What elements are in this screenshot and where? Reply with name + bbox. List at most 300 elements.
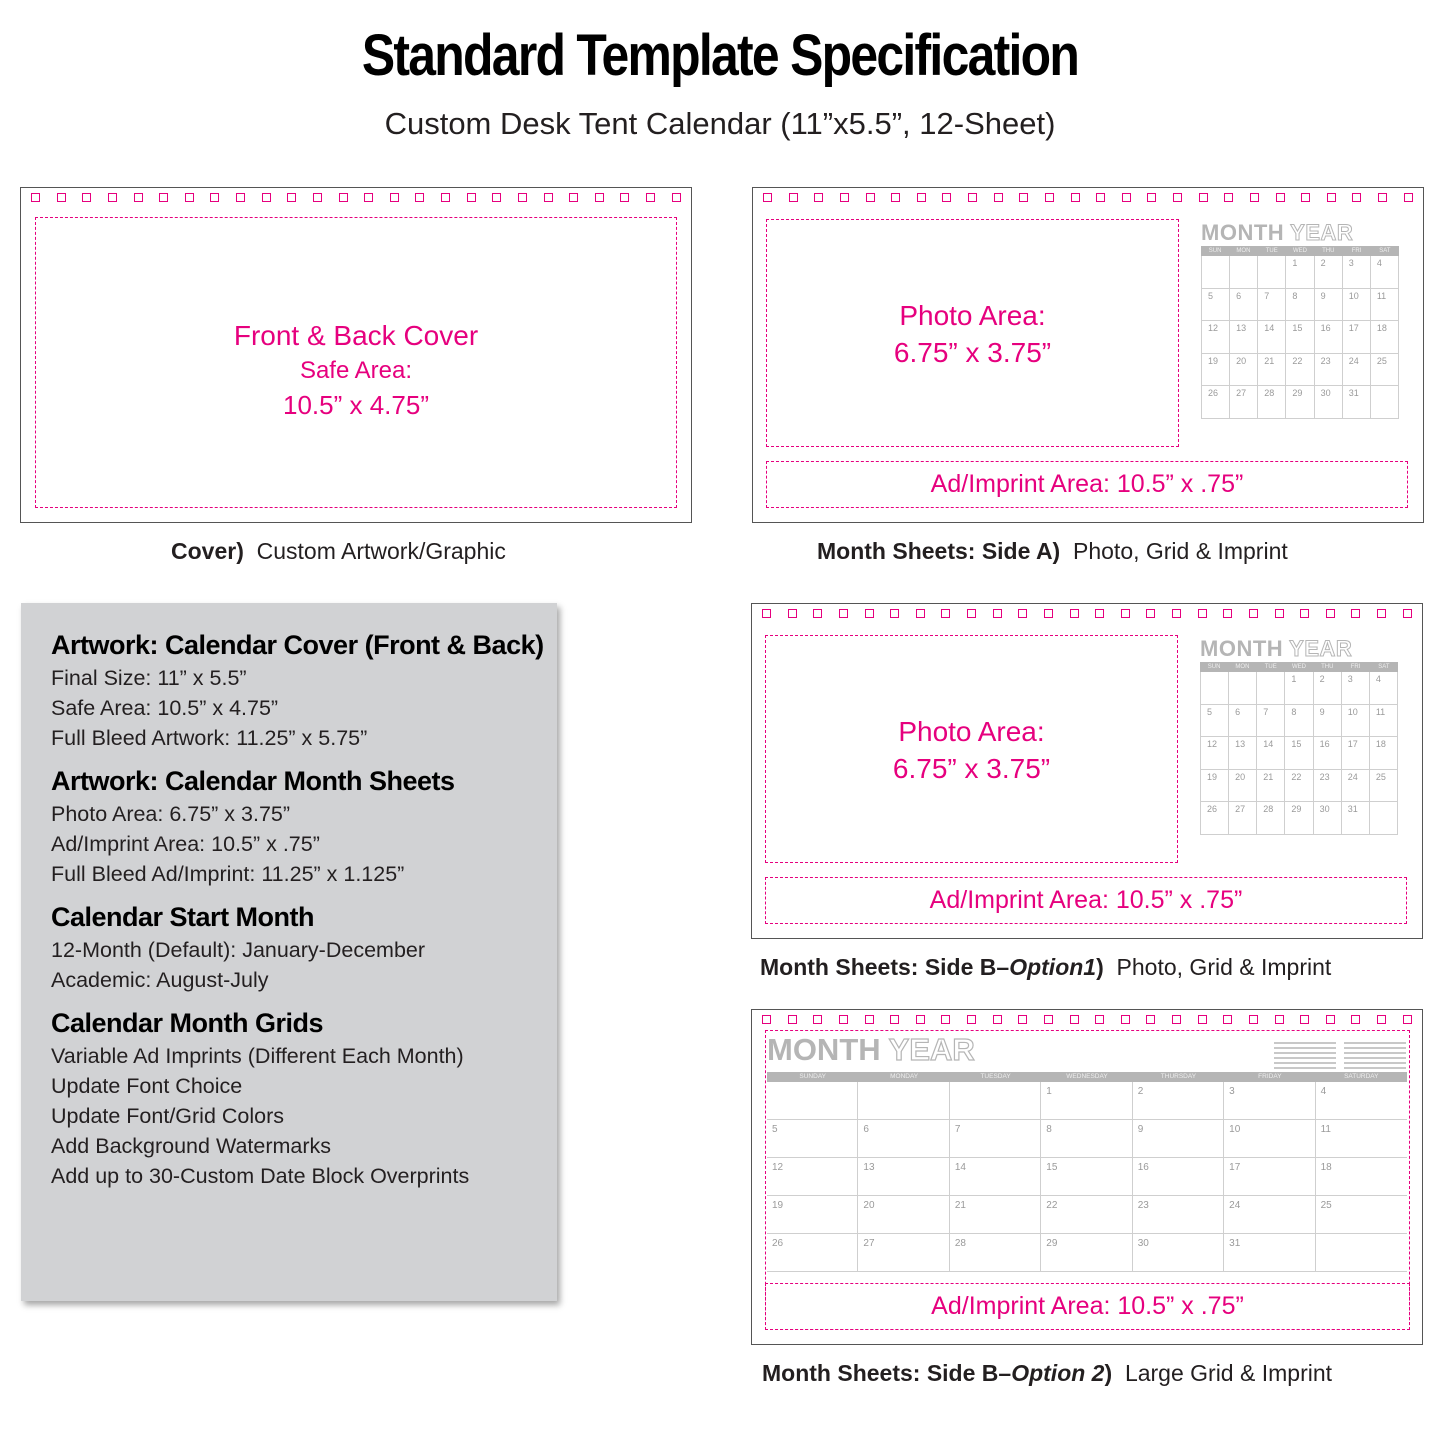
binding-hole bbox=[1300, 1015, 1309, 1024]
binding-holes bbox=[763, 193, 1413, 203]
day-cell: 26 bbox=[767, 1234, 858, 1272]
weekday-header bbox=[767, 1072, 1407, 1082]
binding-hole bbox=[31, 193, 40, 202]
day-cell: 3 bbox=[1342, 672, 1370, 705]
binding-hole bbox=[82, 193, 91, 202]
binding-hole bbox=[890, 609, 899, 618]
day-cell: 30 bbox=[1133, 1234, 1224, 1272]
day-cell: 17 bbox=[1343, 321, 1371, 354]
day-cell: 8 bbox=[1041, 1120, 1132, 1158]
day-cell: 25 bbox=[1316, 1196, 1407, 1234]
tiny-cal-row bbox=[1344, 1052, 1406, 1054]
day-cell: 4 bbox=[1316, 1082, 1407, 1120]
binding-hole bbox=[993, 609, 1002, 618]
weekday-label: SUN bbox=[1207, 664, 1221, 670]
tiny-cal-row bbox=[1274, 1067, 1336, 1069]
day-cell: 27 bbox=[1230, 386, 1258, 419]
binding-hole bbox=[917, 193, 926, 202]
binding-hole bbox=[518, 193, 527, 202]
photo-area bbox=[765, 635, 1178, 863]
day-cell: 22 bbox=[1286, 354, 1314, 387]
day-cell: 31 bbox=[1224, 1234, 1315, 1272]
spec-line: Academic: August-July bbox=[51, 968, 269, 992]
binding-hole bbox=[891, 193, 900, 202]
cover-sheet bbox=[20, 187, 692, 523]
binding-hole bbox=[262, 193, 271, 202]
day-cell: 29 bbox=[1285, 802, 1313, 835]
binding-hole bbox=[569, 193, 578, 202]
binding-hole bbox=[134, 193, 143, 202]
tiny-cal-row bbox=[1344, 1047, 1406, 1049]
binding-hole bbox=[1070, 609, 1079, 618]
day-cell: 9 bbox=[1133, 1120, 1224, 1158]
binding-hole bbox=[1198, 1015, 1207, 1024]
month-heading: MONTH bbox=[1200, 636, 1284, 661]
tiny-cal-row bbox=[1274, 1052, 1336, 1054]
weekday-label: WED bbox=[1292, 248, 1307, 254]
binding-hole bbox=[839, 1015, 848, 1024]
weekday-label: FRI bbox=[1350, 664, 1361, 670]
binding-hole bbox=[1275, 609, 1284, 618]
weekday-label: FRI bbox=[1351, 248, 1362, 254]
photo-area-size: 6.75” x 3.75” bbox=[892, 753, 1051, 784]
binding-hole bbox=[916, 1015, 925, 1024]
binding-hole bbox=[941, 1015, 950, 1024]
binding-hole bbox=[1095, 1015, 1104, 1024]
binding-hole bbox=[916, 609, 925, 618]
day-cell: 24 bbox=[1224, 1196, 1315, 1234]
day-cell: 9 bbox=[1315, 289, 1343, 322]
spec-line: Ad/Imprint Area: 10.5” x .75” bbox=[51, 832, 320, 856]
binding-hole bbox=[287, 193, 296, 202]
binding-hole bbox=[1250, 193, 1259, 202]
day-cell bbox=[1202, 256, 1230, 289]
day-cell bbox=[950, 1082, 1041, 1120]
weekday-label: FRIDAY bbox=[1258, 1073, 1282, 1080]
spec-line: Add Background Watermarks bbox=[51, 1134, 332, 1158]
imprint-area bbox=[765, 1283, 1410, 1330]
day-cell: 19 bbox=[767, 1196, 858, 1234]
day-cell: 15 bbox=[1041, 1158, 1132, 1196]
side-a-sheet bbox=[752, 187, 1424, 523]
binding-hole bbox=[1326, 1015, 1335, 1024]
day-cell: 5 bbox=[1202, 289, 1230, 322]
day-cell: 23 bbox=[1133, 1196, 1224, 1234]
day-cell: 14 bbox=[1258, 321, 1286, 354]
day-cell: 12 bbox=[1202, 321, 1230, 354]
tiny-cal-row bbox=[1344, 1067, 1406, 1069]
year-heading: YEAR bbox=[888, 1032, 975, 1067]
side-b2-caption: Month Sheets: Side B–Option 2) Large Grid & Imprint bbox=[762, 1360, 1333, 1386]
weekday-label: SAT bbox=[1378, 664, 1390, 670]
binding-hole bbox=[994, 193, 1003, 202]
day-cell bbox=[1370, 802, 1398, 835]
day-cell: 3 bbox=[1343, 256, 1371, 289]
day-cell: 19 bbox=[1202, 354, 1230, 387]
binding-hole bbox=[1351, 1015, 1360, 1024]
cover-label-2: Safe Area: bbox=[299, 357, 413, 384]
day-cells bbox=[1201, 256, 1399, 419]
day-cell bbox=[1316, 1234, 1407, 1272]
day-cell: 2 bbox=[1314, 672, 1342, 705]
binding-hole bbox=[763, 193, 772, 202]
binding-hole bbox=[467, 193, 476, 202]
binding-hole bbox=[1224, 193, 1233, 202]
binding-hole bbox=[1045, 193, 1054, 202]
binding-hole bbox=[942, 193, 951, 202]
binding-hole bbox=[1249, 609, 1258, 618]
binding-hole bbox=[1249, 1015, 1258, 1024]
day-cell: 25 bbox=[1371, 354, 1399, 387]
binding-hole bbox=[159, 193, 168, 202]
binding-hole bbox=[620, 193, 629, 202]
day-cell: 1 bbox=[1285, 672, 1313, 705]
binding-hole bbox=[1223, 609, 1232, 618]
photo-area-label: Photo Area: bbox=[898, 716, 1045, 747]
binding-hole bbox=[1146, 609, 1155, 618]
binding-hole bbox=[865, 1015, 874, 1024]
day-cell: 6 bbox=[1230, 289, 1258, 322]
section-heading: Artwork: Calendar Cover (Front & Back) bbox=[51, 630, 544, 660]
binding-hole bbox=[1070, 1015, 1079, 1024]
mini-calendar-grid bbox=[1201, 220, 1399, 419]
day-cell bbox=[767, 1082, 858, 1120]
imprint-label: Ad/Imprint Area: 10.5” x .75” bbox=[931, 1292, 1244, 1320]
weekday-label: SUN bbox=[1208, 248, 1222, 254]
binding-hole bbox=[1276, 193, 1285, 202]
day-cell bbox=[1230, 256, 1258, 289]
binding-hole bbox=[1172, 609, 1181, 618]
side-b1-sheet bbox=[751, 603, 1423, 939]
spec-line: 12-Month (Default): January-December bbox=[51, 938, 426, 962]
day-cell: 1 bbox=[1286, 256, 1314, 289]
cover-label-3: 10.5” x 4.75” bbox=[283, 390, 429, 420]
day-cell: 28 bbox=[1257, 802, 1285, 835]
day-cell: 2 bbox=[1315, 256, 1343, 289]
day-cell: 16 bbox=[1314, 737, 1342, 770]
photo-area-label: Photo Area: bbox=[899, 300, 1046, 331]
tiny-cal-row bbox=[1274, 1062, 1336, 1064]
day-cell: 7 bbox=[1258, 289, 1286, 322]
year-heading: YEAR bbox=[1290, 220, 1354, 245]
weekday-label: TUESDAY bbox=[980, 1073, 1011, 1080]
day-cell: 12 bbox=[767, 1158, 858, 1196]
day-cell: 20 bbox=[1230, 354, 1258, 387]
binding-hole bbox=[492, 193, 501, 202]
day-cell: 14 bbox=[950, 1158, 1041, 1196]
binding-hole bbox=[788, 1015, 797, 1024]
binding-hole bbox=[1018, 609, 1027, 618]
weekday-label: THU bbox=[1322, 248, 1335, 254]
tiny-cal-row bbox=[1344, 1062, 1406, 1064]
binding-hole bbox=[1301, 193, 1310, 202]
spec-line: Full Bleed Ad/Imprint: 11.25” x 1.125” bbox=[51, 862, 405, 886]
photo-area bbox=[766, 219, 1179, 447]
day-cell: 23 bbox=[1315, 354, 1343, 387]
day-cell: 14 bbox=[1257, 737, 1285, 770]
binding-hole bbox=[236, 193, 245, 202]
day-cell: 20 bbox=[858, 1196, 949, 1234]
day-cell: 21 bbox=[1258, 354, 1286, 387]
binding-hole bbox=[762, 609, 771, 618]
weekday-label: WEDNESDAY bbox=[1066, 1073, 1108, 1080]
day-cell: 19 bbox=[1201, 770, 1229, 803]
cover-caption: Cover) Custom Artwork/Graphic bbox=[171, 538, 506, 564]
day-cell: 30 bbox=[1315, 386, 1343, 419]
day-cells bbox=[767, 1082, 1407, 1272]
imprint-area bbox=[765, 877, 1407, 924]
binding-holes bbox=[762, 609, 1412, 619]
binding-hole bbox=[1121, 609, 1130, 618]
day-cell: 22 bbox=[1041, 1196, 1132, 1234]
imprint-label: Ad/Imprint Area: 10.5” x .75” bbox=[929, 886, 1243, 914]
binding-hole bbox=[1044, 1015, 1053, 1024]
binding-hole bbox=[1403, 1015, 1412, 1024]
day-cell: 25 bbox=[1370, 770, 1398, 803]
binding-hole bbox=[1300, 609, 1309, 618]
year-heading: YEAR bbox=[1289, 636, 1353, 661]
binding-hole bbox=[185, 193, 194, 202]
binding-hole bbox=[1198, 609, 1207, 618]
day-cell: 9 bbox=[1314, 705, 1342, 738]
spec-line: Full Bleed Artwork: 11.25” x 5.75” bbox=[51, 726, 368, 750]
binding-hole bbox=[1146, 1015, 1155, 1024]
day-cell: 15 bbox=[1286, 321, 1314, 354]
binding-hole bbox=[993, 1015, 1002, 1024]
side-b2-sheet bbox=[751, 1009, 1423, 1345]
day-cell bbox=[1229, 672, 1257, 705]
day-cell: 5 bbox=[1201, 705, 1229, 738]
binding-hole bbox=[646, 193, 655, 202]
binding-hole bbox=[1352, 193, 1361, 202]
day-cell: 23 bbox=[1314, 770, 1342, 803]
binding-hole bbox=[1018, 1015, 1027, 1024]
day-cell: 28 bbox=[950, 1234, 1041, 1272]
binding-hole bbox=[210, 193, 219, 202]
next-month-mini-calendar bbox=[1344, 1042, 1406, 1072]
weekday-label: SATURDAY bbox=[1344, 1073, 1379, 1080]
day-cell: 13 bbox=[1229, 737, 1257, 770]
binding-hole bbox=[839, 609, 848, 618]
weekday-header bbox=[1201, 246, 1399, 256]
binding-hole bbox=[1378, 193, 1387, 202]
section-heading: Artwork: Calendar Month Sheets bbox=[51, 766, 455, 796]
day-cell: 18 bbox=[1371, 321, 1399, 354]
binding-hole bbox=[1403, 609, 1412, 618]
binding-hole bbox=[865, 609, 874, 618]
day-cell: 8 bbox=[1286, 289, 1314, 322]
day-cell: 24 bbox=[1342, 770, 1370, 803]
binding-hole bbox=[1275, 1015, 1284, 1024]
binding-holes bbox=[762, 1015, 1412, 1025]
tiny-cal-row bbox=[1344, 1057, 1406, 1059]
side-b1-caption: Month Sheets: Side B–Option1) Photo, Grid & Imprint bbox=[760, 954, 1332, 980]
weekday-label: WED bbox=[1291, 664, 1306, 670]
day-cell: 24 bbox=[1343, 354, 1371, 387]
day-cell: 12 bbox=[1201, 737, 1229, 770]
weekday-label: TUE bbox=[1265, 248, 1278, 254]
day-cell: 28 bbox=[1258, 386, 1286, 419]
day-cell: 29 bbox=[1041, 1234, 1132, 1272]
weekday-label: MON bbox=[1236, 248, 1251, 254]
day-cell: 7 bbox=[950, 1120, 1041, 1158]
binding-hole bbox=[1172, 1015, 1181, 1024]
tiny-cal-row bbox=[1274, 1047, 1336, 1049]
day-cell: 4 bbox=[1370, 672, 1398, 705]
day-cell bbox=[1201, 672, 1229, 705]
binding-hole bbox=[313, 193, 322, 202]
day-cell: 17 bbox=[1224, 1158, 1315, 1196]
binding-hole bbox=[1326, 609, 1335, 618]
binding-hole bbox=[1147, 193, 1156, 202]
weekday-label: SAT bbox=[1379, 248, 1391, 254]
page-subtitle: Custom Desk Tent Calendar (11”x5.5”, 12-Sheet) bbox=[384, 106, 1056, 141]
day-cell: 27 bbox=[858, 1234, 949, 1272]
day-cell: 2 bbox=[1133, 1082, 1224, 1120]
spec-line: Update Font/Grid Colors bbox=[51, 1104, 285, 1128]
day-cell: 18 bbox=[1370, 737, 1398, 770]
side-a-caption: Month Sheets: Side A) Photo, Grid & Imprint bbox=[817, 538, 1288, 564]
cover-safe-area bbox=[35, 217, 677, 508]
section-heading: Calendar Start Month bbox=[51, 902, 315, 932]
binding-hole bbox=[108, 193, 117, 202]
binding-hole bbox=[1223, 1015, 1232, 1024]
binding-hole bbox=[813, 1015, 822, 1024]
day-cell: 16 bbox=[1315, 321, 1343, 354]
day-cell: 11 bbox=[1370, 705, 1398, 738]
day-cell: 16 bbox=[1133, 1158, 1224, 1196]
weekday-label: MONDAY bbox=[890, 1073, 919, 1080]
day-cell: 21 bbox=[1257, 770, 1285, 803]
binding-hole bbox=[1377, 609, 1386, 618]
weekday-label: MON bbox=[1235, 664, 1250, 670]
spec-line: Update Font Choice bbox=[51, 1074, 243, 1098]
binding-hole bbox=[1122, 193, 1131, 202]
spec-line: Variable Ad Imprints (Different Each Month) bbox=[51, 1044, 464, 1068]
imprint-area bbox=[766, 461, 1408, 508]
binding-hole bbox=[672, 193, 681, 202]
binding-hole bbox=[1095, 609, 1104, 618]
day-cell: 27 bbox=[1229, 802, 1257, 835]
binding-hole bbox=[1096, 193, 1105, 202]
day-cell bbox=[1258, 256, 1286, 289]
weekday-label: THURSDAY bbox=[1160, 1073, 1197, 1080]
weekday-label: SUNDAY bbox=[799, 1073, 827, 1080]
binding-hole bbox=[762, 1015, 771, 1024]
binding-hole bbox=[1173, 193, 1182, 202]
binding-holes bbox=[31, 193, 681, 203]
binding-hole bbox=[415, 193, 424, 202]
binding-hole bbox=[1377, 1015, 1386, 1024]
binding-hole bbox=[968, 193, 977, 202]
binding-hole bbox=[967, 609, 976, 618]
spec-line: Safe Area: 10.5” x 4.75” bbox=[51, 696, 279, 720]
day-cell: 6 bbox=[858, 1120, 949, 1158]
day-cell: 11 bbox=[1371, 289, 1399, 322]
binding-hole bbox=[789, 193, 798, 202]
photo-area-size: 6.75” x 3.75” bbox=[893, 337, 1052, 368]
day-cell: 17 bbox=[1342, 737, 1370, 770]
tiny-cal-row bbox=[1274, 1042, 1336, 1044]
day-cell: 22 bbox=[1285, 770, 1313, 803]
binding-hole bbox=[890, 1015, 899, 1024]
binding-hole bbox=[57, 193, 66, 202]
prev-month-mini-calendar bbox=[1274, 1042, 1336, 1072]
binding-hole bbox=[1351, 609, 1360, 618]
day-cell: 26 bbox=[1201, 802, 1229, 835]
binding-hole bbox=[1071, 193, 1080, 202]
binding-hole bbox=[1327, 193, 1336, 202]
binding-hole bbox=[1199, 193, 1208, 202]
month-heading: MONTH bbox=[767, 1032, 881, 1067]
spec-panel bbox=[21, 603, 557, 1301]
day-cell: 31 bbox=[1343, 386, 1371, 419]
spec-line: Final Size: 11” x 5.5” bbox=[51, 666, 247, 690]
day-cell: 13 bbox=[1230, 321, 1258, 354]
day-cell bbox=[858, 1082, 949, 1120]
day-cell: 11 bbox=[1316, 1120, 1407, 1158]
day-cell: 10 bbox=[1342, 705, 1370, 738]
binding-hole bbox=[339, 193, 348, 202]
binding-hole bbox=[840, 193, 849, 202]
day-cell: 10 bbox=[1224, 1120, 1315, 1158]
day-cell: 1 bbox=[1041, 1082, 1132, 1120]
day-cell: 7 bbox=[1257, 705, 1285, 738]
day-cell bbox=[1257, 672, 1285, 705]
day-cell: 18 bbox=[1316, 1158, 1407, 1196]
day-cell: 13 bbox=[858, 1158, 949, 1196]
spec-line: Photo Area: 6.75” x 3.75” bbox=[51, 802, 291, 826]
day-cell: 8 bbox=[1285, 705, 1313, 738]
binding-hole bbox=[967, 1015, 976, 1024]
binding-hole bbox=[813, 609, 822, 618]
binding-hole bbox=[1019, 193, 1028, 202]
imprint-label: Ad/Imprint Area: 10.5” x .75” bbox=[930, 470, 1244, 498]
weekday-header bbox=[1200, 662, 1398, 672]
binding-hole bbox=[941, 609, 950, 618]
day-cell: 6 bbox=[1229, 705, 1257, 738]
large-grid-heading bbox=[767, 1032, 975, 1068]
tiny-cal-row bbox=[1274, 1057, 1336, 1059]
weekday-label: TUE bbox=[1264, 664, 1277, 670]
binding-hole bbox=[788, 609, 797, 618]
day-cell: 5 bbox=[767, 1120, 858, 1158]
day-cell: 15 bbox=[1285, 737, 1313, 770]
day-cell: 3 bbox=[1224, 1082, 1315, 1120]
spec-line: Add up to 30-Custom Date Block Overprints bbox=[51, 1164, 470, 1188]
page-title: Standard Template Specification bbox=[361, 23, 1079, 88]
binding-hole bbox=[1044, 609, 1053, 618]
binding-hole bbox=[364, 193, 373, 202]
day-cell: 21 bbox=[950, 1196, 1041, 1234]
mini-calendar-grid bbox=[1200, 636, 1398, 835]
binding-hole bbox=[441, 193, 450, 202]
binding-hole bbox=[390, 193, 399, 202]
day-cell: 30 bbox=[1314, 802, 1342, 835]
weekday-label: THU bbox=[1321, 664, 1334, 670]
day-cells bbox=[1200, 672, 1398, 835]
binding-hole bbox=[1404, 193, 1413, 202]
binding-hole bbox=[814, 193, 823, 202]
day-cell: 29 bbox=[1286, 386, 1314, 419]
cover-label-1: Front & Back Cover bbox=[233, 320, 479, 351]
binding-hole bbox=[544, 193, 553, 202]
binding-hole bbox=[595, 193, 604, 202]
day-cell bbox=[1371, 386, 1399, 419]
day-cell: 26 bbox=[1202, 386, 1230, 419]
section-heading: Calendar Month Grids bbox=[51, 1008, 324, 1038]
binding-hole bbox=[866, 193, 875, 202]
